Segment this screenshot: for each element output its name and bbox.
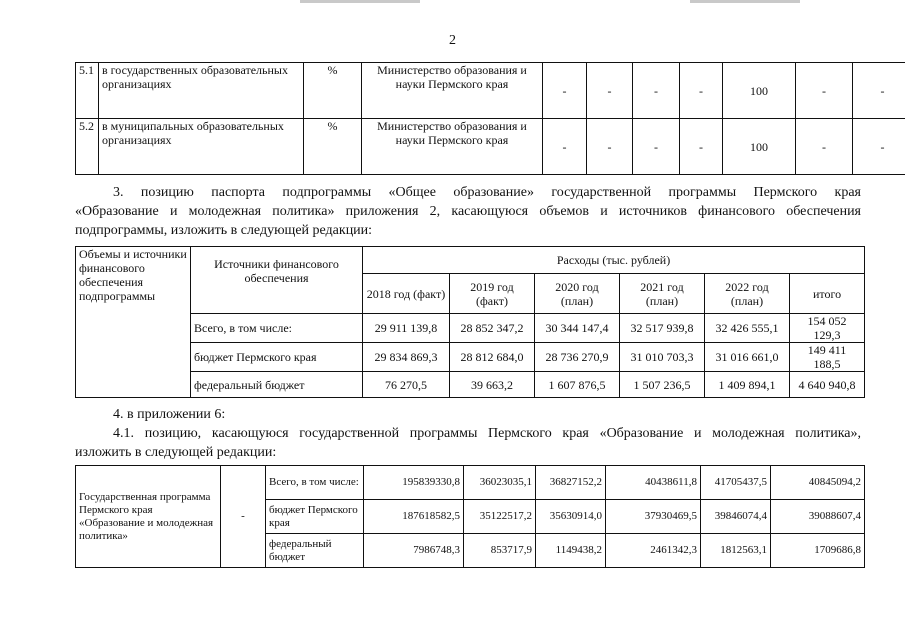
value-cell: 7986748,3 <box>364 534 464 568</box>
value-cell: - <box>853 119 905 175</box>
value-cell: 39 663,2 <box>450 372 535 398</box>
value-cell: 154 052 129,3 <box>790 314 865 343</box>
value-cell: 36023035,1 <box>464 466 536 500</box>
row-number: 5.2 <box>76 119 99 175</box>
program-table <box>75 465 865 568</box>
expenses-header: Расходы (тыс. рублей) <box>363 247 865 274</box>
row-number: 5.1 <box>76 63 99 119</box>
value-cell: 40845094,2 <box>771 466 865 500</box>
value-cell: 29 834 869,3 <box>363 343 450 372</box>
value-cell: - <box>587 63 633 119</box>
table-row <box>76 372 865 398</box>
value-cell: 32 517 939,8 <box>620 314 705 343</box>
value-cell: - <box>587 119 633 175</box>
value-cell: 29 911 139,8 <box>363 314 450 343</box>
value-cell: 1709686,8 <box>771 534 865 568</box>
paragraph-3-line: 3. позицию паспорта подпрограммы «Общее образование» государственной программы Пермского края <box>113 185 861 200</box>
row-label: бюджет Пермского края <box>191 343 363 372</box>
row-label: федеральный бюджет <box>266 534 364 568</box>
value-cell: 28 736 270,9 <box>535 343 620 372</box>
program-name: Государственная программа Пермского края «Образование и молодежная политика» <box>76 466 221 568</box>
table-row <box>76 343 865 372</box>
value-cell: 40438611,8 <box>606 466 701 500</box>
value-cell: 31 010 703,3 <box>620 343 705 372</box>
indicators-table <box>75 62 905 175</box>
value-cell: - <box>680 63 723 119</box>
indicator-name: в государственных образовательных организациях <box>99 63 304 119</box>
value-cell: 100 <box>723 63 796 119</box>
value-cell: 28 852 347,2 <box>450 314 535 343</box>
value-cell: 1 507 236,5 <box>620 372 705 398</box>
value-cell: - <box>853 63 905 119</box>
sources-header: Источники финансового обеспечения <box>191 247 363 314</box>
top-edge-line <box>690 0 800 3</box>
paragraph-3-line: «Образование и молодежная политика» приложения 2, касающуюся объемов и источников финансового обеспечения <box>75 204 861 219</box>
table-row <box>76 314 865 343</box>
value-cell: 4 640 940,8 <box>790 372 865 398</box>
value-cell: - <box>543 63 587 119</box>
table-row <box>76 466 865 500</box>
value-cell: 39088607,4 <box>771 500 865 534</box>
value-cell: 187618582,5 <box>364 500 464 534</box>
executor: Министерство образования и науки Пермского края <box>362 119 543 175</box>
paragraph-3-line: подпрограммы, изложить в следующей редакции: <box>75 223 373 238</box>
value-cell: 100 <box>723 119 796 175</box>
value-cell: 28 812 684,0 <box>450 343 535 372</box>
value-cell: 35630914,0 <box>536 500 606 534</box>
value-cell: 36827152,2 <box>536 466 606 500</box>
value-cell: - <box>543 119 587 175</box>
unit: % <box>304 119 362 175</box>
financing-label: Объемы и источники финансового обеспечения подпрограммы <box>76 247 191 398</box>
executor: Министерство образования и науки Пермского края <box>362 63 543 119</box>
row-label: бюджет Пермского края <box>266 500 364 534</box>
row-label: Всего, в том числе: <box>191 314 363 343</box>
table-row <box>76 63 905 119</box>
row-label: Всего, в том числе: <box>266 466 364 500</box>
value-cell: 2461342,3 <box>606 534 701 568</box>
value-cell: 1149438,2 <box>536 534 606 568</box>
value-cell: 76 270,5 <box>363 372 450 398</box>
paragraph-4-line: изложить в следующей редакции: <box>75 445 277 460</box>
table-row <box>76 119 905 175</box>
value-cell: 39846074,4 <box>701 500 771 534</box>
value-cell: 1 409 894,1 <box>705 372 790 398</box>
value-cell: - <box>680 119 723 175</box>
value-cell: - <box>796 119 853 175</box>
year-header: 2020 год (план) <box>535 274 620 314</box>
program-executor: - <box>221 466 266 568</box>
unit: % <box>304 63 362 119</box>
value-cell: 1 607 876,5 <box>535 372 620 398</box>
paragraph-4-line: 4.1. позицию, касающуюся государственной программы Пермского края «Образование и молодежная политика», <box>113 426 861 441</box>
value-cell: 32 426 555,1 <box>705 314 790 343</box>
value-cell: 30 344 147,4 <box>535 314 620 343</box>
year-header: 2018 год (факт) <box>363 274 450 314</box>
financing-table <box>75 246 865 398</box>
value-cell: 853717,9 <box>464 534 536 568</box>
section-4-heading: 4. в приложении 6: <box>113 407 226 422</box>
year-header: 2022 год (план) <box>705 274 790 314</box>
value-cell: 37930469,5 <box>606 500 701 534</box>
page-number: 2 <box>449 33 456 48</box>
year-header: 2021 год (план) <box>620 274 705 314</box>
indicator-name: в муниципальных образовательных организациях <box>99 119 304 175</box>
value-cell: 31 016 661,0 <box>705 343 790 372</box>
value-cell: 1812563,1 <box>701 534 771 568</box>
value-cell: 195839330,8 <box>364 466 464 500</box>
value-cell: 41705437,5 <box>701 466 771 500</box>
value-cell: - <box>796 63 853 119</box>
value-cell: - <box>633 119 680 175</box>
value-cell: 149 411 188,5 <box>790 343 865 372</box>
total-header: итого <box>790 274 865 314</box>
top-edge-line <box>300 0 420 3</box>
row-label: федеральный бюджет <box>191 372 363 398</box>
value-cell: 35122517,2 <box>464 500 536 534</box>
value-cell: - <box>633 63 680 119</box>
year-header: 2019 год (факт) <box>450 274 535 314</box>
